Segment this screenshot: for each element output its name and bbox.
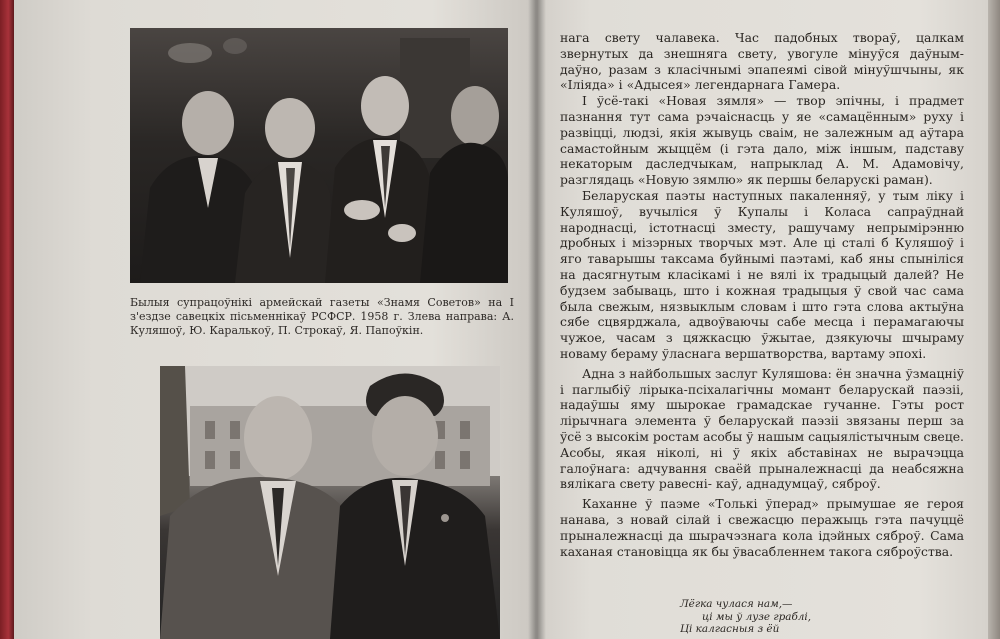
book-cover-edge: [0, 0, 14, 639]
paragraph: Адна з найбольшых заслуг Куляшова: ён значна ўзмацніў і паглыбіў лірыка-псіхалагічны момант беларускай паэзіі, надаўшы яму шырокае грамадскае гучанне. Гэты рост лірычнага элемента ў беларускай паэзіі звязаны перш за ўсё з высокім ростам асобы ў нашым сацыялістычным свеце. Асобы, якая ніколі, ні ў якіх абставінах не вырачэцца галоўнага: адчування сваёй прыналежнасці да неабсяжна вялікага свету равесні- каў, аднадумцаў, сяброў.: [560, 365, 965, 492]
paragraph: Беларуская паэты наступных пакаленняў, у тым ліку і Куляшоў, вучыліся ў Купалы і Коласа сапраўднай народнасці, істотнасці зместу, рашучаму непрымірэнню дробных і мізэрных творчых мэт. Але ці сталі б Куляшоў і яго таварышы таксама буйнымі паэтамі, каб яны спыніліся на дасягнутым класікамі і не вялі іх традыцый далей? Не будзем забываць, што і кожная традыцыя ў свой час сама была свежым, нязвыклым словам і што гэта слова актыўна сябе сцвярджала, адвоўваючы сабе месца і перамагаючы чужое, часам з цяжкасцю ўжытае, дзякуючы шчыраму новаму бераму ўласнага вершатворства, вартаму эпохі.: [560, 187, 964, 361]
photo-caption: Былыя супрацоўнікі армейскай газеты «Знамя Советов» на I з'ездзе савецкіх пісьменнікаў РСФСР. 1958 г. Злева направа: А. Куляшоў, Ю. Каралькоў, П. Строкаў, Я. Папоўкін.: [130, 296, 514, 337]
poem-line: Ці калгасныя з ёй: [680, 623, 780, 636]
paragraph: нага свету чалавека. Час падобных твораў, цалкам звернутых да знешняга свету, увогуле мінуўся даўным-даўно, разам з класічнымі эпапеямі сівой мінуўшчыны, як «Іліяда» і «Адысея» легендарнага Гамера.: [560, 30, 964, 93]
poem-line: ці мы ў лузе граблі,: [702, 610, 812, 623]
portrait-photo: [160, 366, 500, 639]
poem-line: Лёгка чулася нам,—: [680, 598, 793, 610]
body-text: [560, 30, 964, 559]
book-gutter: [528, 0, 546, 639]
group-photo-icon: [130, 28, 508, 283]
poem-quote: [680, 598, 880, 636]
portrait-photo-icon: [160, 366, 500, 639]
group-photo: [130, 28, 508, 283]
paragraph: Каханне ў паэме «Толькі ўперад» прымушае яе героя нанава, з новай сілай і свежасцю перажыць гэта пачуццё прыналежнасці да шырачэзнага кола ідэйных сяброў. Сама каханая становіцца як бы ўвасабленнем такога сяброўства.: [560, 496, 964, 559]
paragraph: І ўсё-такі «Новая зямля» — твор эпічны, і прадмет пазнання тут сама рэчаіснасць у яе «самацённым» руху і развіцці, людзі, якія жывуць сваім, не залежным ад аўтара самастойным жыццём (і гэта дало, між іншым, падставу некаторым даследчыкам, напрыклад А. М. Адамовічу, разглядаць «Новую зямлю» як першы беларускі раман).: [560, 93, 964, 188]
page-edges: [988, 0, 1000, 639]
